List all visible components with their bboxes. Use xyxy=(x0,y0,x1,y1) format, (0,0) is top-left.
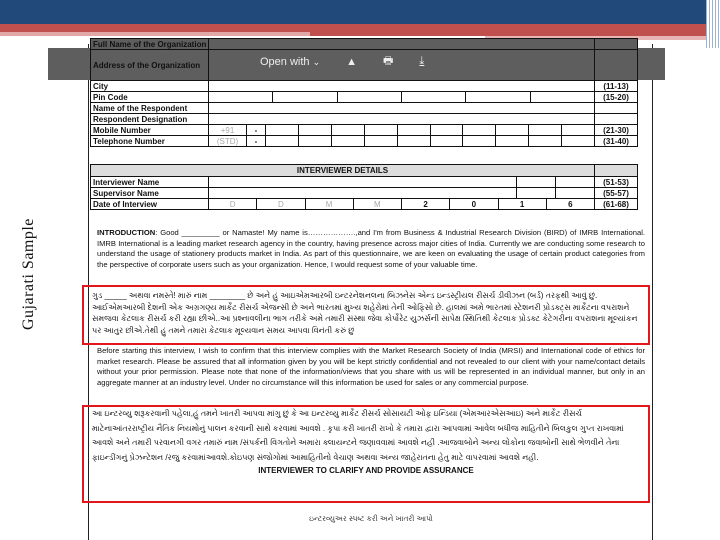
code-cell: (61-68) xyxy=(594,199,637,209)
slide-header-bar xyxy=(0,0,720,24)
digit-cell xyxy=(364,125,397,135)
date-cell: M xyxy=(353,199,401,209)
gujarati-introduction-box xyxy=(82,285,650,345)
digit-cell xyxy=(397,125,430,135)
intro-text: : Good _________ or Namaste! My name is……………….,and I'm from Business & Industrial Research Division (BIRD) of IMRB International. IMRB International is a leading market research agency in the country, having presence across major cities of India. Currently we are conducting some research to understand the usage of stationery products market in India. As part of this questionnaire, we are keen on evaluating the usage of certain product categories from the perspective of corporate users such as your organization. Hence, I would request some of your valuable time. xyxy=(97,228,645,269)
code-cell: (55-57) xyxy=(594,188,637,198)
digit-cell xyxy=(430,136,463,146)
pin-cell xyxy=(401,92,465,102)
clarify-heading: INTERVIEWER TO CLARIFY AND PROVIDE ASSURANCE xyxy=(258,466,474,475)
code-cell xyxy=(594,39,637,49)
digit-cell xyxy=(495,136,528,146)
digit-cell xyxy=(364,136,397,146)
date-cell: 0 xyxy=(449,199,497,209)
section-title: INTERVIEWER DETAILS xyxy=(296,166,389,175)
digit-cell xyxy=(331,136,364,146)
digit-cell xyxy=(462,125,495,135)
row-label: Interviewer Name xyxy=(93,177,160,187)
input-cell xyxy=(208,103,594,113)
viewer-tools xyxy=(260,52,424,71)
date-cell: 6 xyxy=(546,199,594,209)
digit-cell xyxy=(528,136,561,146)
row-label: Address of the Organization xyxy=(93,60,201,70)
date-cell: 2 xyxy=(401,199,449,209)
pin-cell xyxy=(208,92,272,102)
print-icon[interactable]: 🖶 xyxy=(383,55,394,67)
date-cell: D xyxy=(256,199,304,209)
row-label: City xyxy=(93,81,109,91)
digit-cell xyxy=(561,136,594,146)
pin-cell xyxy=(272,92,336,102)
date-cell: D xyxy=(208,199,256,209)
slide-side-label: Gujarati Sample xyxy=(20,218,37,330)
date-cell: 1 xyxy=(498,199,546,209)
digit-cell xyxy=(495,125,528,135)
open-with-button[interactable] xyxy=(260,56,320,68)
std-code: (STD) xyxy=(208,136,246,146)
digit-cell xyxy=(561,125,594,135)
download-icon[interactable]: ⤓ xyxy=(419,55,425,67)
digit-cell xyxy=(265,136,298,146)
row-label: Mobile Number xyxy=(93,125,151,135)
gujarati-intro-text: ગુડ _____ અથવા નમસ્તે! મારું નામ ________ છે અને હું આઇએમઆરબી ઇન્ટરનેશનલના બિઝનેસ એન્ડ ઇન્ડસ્ટ્રીયલ રીસર્ચ ડીવીઝન (બર્ડ) તરફથી આવું છું. આઈએમઆરબી દેશની એક અગ્રગણ્ય માર્કેટ રીસર્ચ એજન્સી છે અને ભારતમાં મુખ્ય શહેરોમાં તેની ઓફિસો છે. હાલમાં અમે ભારતમાં સ્ટેશનરી પ્રોડક્ટ્સ માર્કેટના વપરાશને સમજવા કેટલાક રીસર્ચ કરી રહ્યા છીએ..આ પ્રશ્નાવલીના ભાગ તરીકે અમે તમારી સંસ્થા જેવા કોર્પોરેટ યુઝર્સની સાપેક્ષ સ્થિતિથી કેટલાક પ્રોડક્ટ કેટેગરીના વપરાશના મૂલ્યાંકન પર આતુર છીએ.તેથી હું તમને તમારા કેટલાક મૂલ્યવાન સમય આપવા વિનંતી કરું છું xyxy=(92,291,638,335)
slide-decor-stripes xyxy=(706,0,720,48)
code-cell: (15-20) xyxy=(594,92,637,102)
row-label: Telephone Number xyxy=(93,136,165,146)
chevron-down-icon: ⌄ xyxy=(312,56,321,67)
code-cell: (51-53) xyxy=(594,177,637,187)
code-cell: (11-13) xyxy=(594,81,637,91)
code-cell xyxy=(594,50,637,80)
clarify-gujarati: ઇન્ટરવ્યુઅર સ્પષ્ટ કરી અને ખાતરી આપો xyxy=(309,514,433,523)
code-cell xyxy=(594,103,637,113)
row-label: Name of the Respondent xyxy=(93,103,188,113)
intro-heading: INTRODUCTION xyxy=(97,228,156,237)
input-cell xyxy=(208,188,516,198)
input-cell xyxy=(555,188,594,198)
digit-cell xyxy=(298,125,331,135)
dash: - xyxy=(246,136,265,146)
digit-cell xyxy=(528,125,561,135)
pin-cell xyxy=(530,92,594,102)
digit-cell xyxy=(331,125,364,135)
digit-cell xyxy=(462,136,495,146)
code-cell xyxy=(594,165,637,176)
country-code: +91 xyxy=(208,125,246,135)
code-cell: (31-40) xyxy=(594,136,637,146)
input-cell xyxy=(208,81,594,91)
pin-cell xyxy=(337,92,401,102)
input-cell xyxy=(555,177,594,187)
slide-accent-line xyxy=(0,32,310,36)
input-cell xyxy=(208,177,516,187)
digit-cell xyxy=(265,125,298,135)
code-cell xyxy=(594,114,637,124)
digit-cell xyxy=(397,136,430,146)
input-cell xyxy=(516,177,555,187)
gujarati-assurance-box xyxy=(82,405,650,503)
dash: - xyxy=(246,125,265,135)
interviewer-table xyxy=(90,164,638,210)
date-cell: M xyxy=(305,199,353,209)
row-label: Respondent Designation xyxy=(93,114,188,124)
row-label: Pin Code xyxy=(93,92,128,102)
row-label: Date of Interview xyxy=(93,199,158,209)
gujarati-assurance-text: આ ઇન્ટરવ્યુ શરૂકરવાની પહેલા,હું તમને ખાતરી આપવા માંગુ છું કે આ ઇન્ટરવ્યુ માર્કેટ રીસર્ચ સોસાયટી ઓફ ઇન્ડિયા (એમઆરએસઆઇ) અને માર્કેટ રીસર્ચ માટેનાઆંતરરાષ્ટ્રીય નૈતિક નિયમોનું પાલન કરવાની સાથે કરવામાં આવશે . કૃપા કરી ખાતરી રાખો કે તમારા દ્વારા આપવામાં આવેલ બધીજ માહિતીને બિલકુલ ગુપ્ત રાખવામાં આવશે અને તમારી પરવાનગી વગર તમારું નામ /સંપર્કની વિગતોને અમારા ક્લાયન્ટને જણાવવામાં આવશે નહી .આજવાબોને અન્ય લોકોના જવાબોની સાથે ભેળવીને તેના ફાઇન્ડીંગનું પ્રેઝન્ટેશન /રજુ કરવામાંઆવશે.કોઇપણ સંજોગોમાં આમાહિતીનો વેચાણ અથવા અન્ય જાહેરાતના હેતુ માટે વાપરવામાં આવશે નહી. xyxy=(92,409,624,462)
digit-cell xyxy=(298,136,331,146)
google-drive-icon[interactable]: ▲ xyxy=(346,55,358,68)
introduction-paragraph xyxy=(97,228,645,270)
digit-cell xyxy=(430,125,463,135)
input-cell xyxy=(516,188,555,198)
assurance-paragraph: Before starting this interview, I wish to confirm that this interview complies with the Market Research Society of India (MRSI) and International code of ethics for market research. Please be assured that all information given by you will be kept strictly confidential and not revealed to our client with your name/contact details without your prior permission. Please note that none of the information/views that you share with us will be represented in an individual manner, but only in an aggregate manner at an industry level. Under no circumstance will this information be used for sales or any commercial purpose. xyxy=(97,346,645,387)
open-with-label: Open with xyxy=(260,55,310,68)
pin-cell xyxy=(465,92,529,102)
input-cell xyxy=(208,39,594,49)
row-label: Supervisor Name xyxy=(93,188,159,198)
input-cell xyxy=(208,114,594,124)
row-label: Full Name of the Organization xyxy=(93,39,207,49)
code-cell: (21-30) xyxy=(594,125,637,135)
